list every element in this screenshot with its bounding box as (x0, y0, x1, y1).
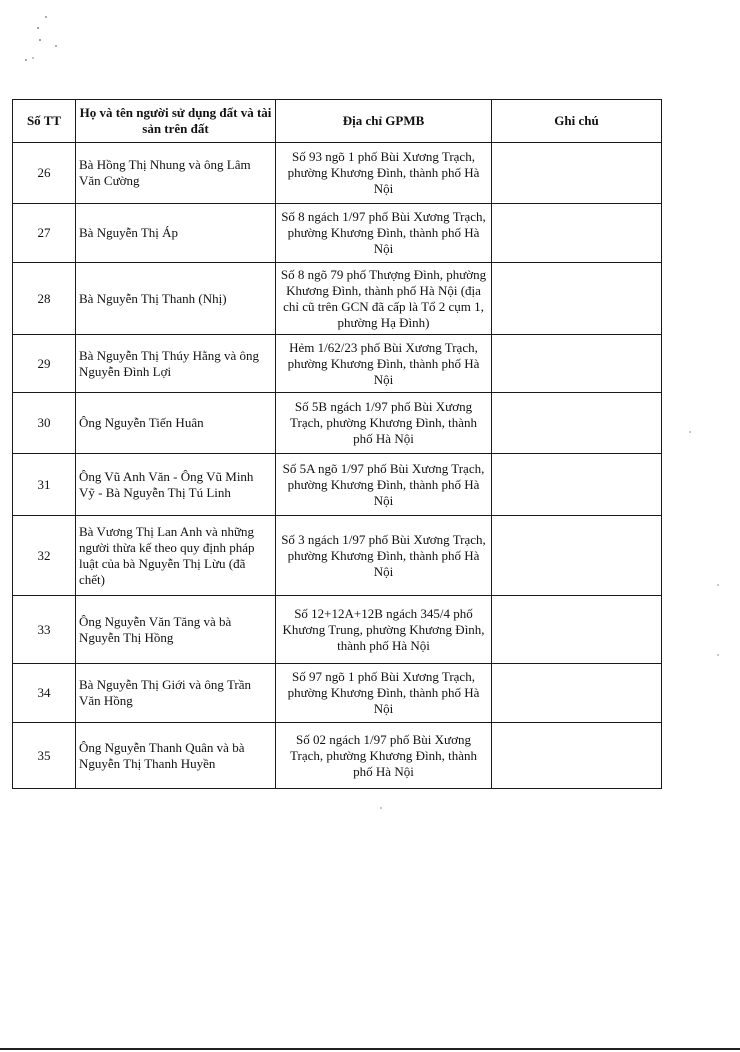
table-row (13, 723, 662, 789)
table-row (13, 393, 662, 454)
table-row (13, 596, 662, 664)
row-note (492, 143, 662, 204)
row-address: Số 5A ngõ 1/97 phố Bùi Xương Trạch, phường Khương Đình, thành phố Hà Nội (276, 454, 492, 516)
row-address: Số 8 ngõ 79 phố Thượng Đình, phường Khương Đình, thành phố Hà Nội (địa chỉ cũ trên GCN đã cấp là Tổ 2 cụm 1, phường Hạ Đình) (276, 263, 492, 335)
row-name: Bà Nguyễn Thị Thanh (Nhị) (76, 263, 276, 335)
row-address: Số 93 ngõ 1 phố Bùi Xương Trạch, phường Khương Đình, thành phố Hà Nội (276, 143, 492, 204)
header-stt: Số TT (13, 100, 76, 143)
row-name: Ông Nguyễn Tiến Huân (76, 393, 276, 454)
row-address: Hẻm 1/62/23 phố Bùi Xương Trạch, phường Khương Đình, thành phố Hà Nội (276, 335, 492, 393)
row-stt: 35 (13, 723, 76, 789)
row-name: Bà Nguyễn Thị Giới và ông Trần Văn Hồng (76, 664, 276, 723)
table-row (13, 454, 662, 516)
row-address: Số 3 ngách 1/97 phố Bùi Xương Trạch, phường Khương Đình, thành phố Hà Nội (276, 516, 492, 596)
table-row (13, 516, 662, 596)
row-note (492, 454, 662, 516)
row-note (492, 263, 662, 335)
row-stt: 32 (13, 516, 76, 596)
row-stt: 28 (13, 263, 76, 335)
header-note: Ghi chú (492, 100, 662, 143)
table-row (13, 664, 662, 723)
row-address: Số 8 ngách 1/97 phố Bùi Xương Trạch, phường Khương Đình, thành phố Hà Nội (276, 204, 492, 263)
row-address: Số 97 ngõ 1 phố Bùi Xương Trạch, phường Khương Đình, thành phố Hà Nội (276, 664, 492, 723)
row-address: Số 02 ngách 1/97 phố Bùi Xương Trạch, phường Khương Đình, thành phố Hà Nội (276, 723, 492, 789)
land-table (12, 99, 662, 789)
row-name: Ông Nguyễn Văn Tăng và bà Nguyễn Thị Hồng (76, 596, 276, 664)
row-name: Bà Nguyễn Thị Áp (76, 204, 276, 263)
row-note (492, 516, 662, 596)
row-address: Số 12+12A+12B ngách 345/4 phố Khương Trung, phường Khương Đình, thành phố Hà Nội (276, 596, 492, 664)
row-stt: 26 (13, 143, 76, 204)
row-address: Số 5B ngách 1/97 phố Bùi Xương Trạch, phường Khương Đình, thành phố Hà Nội (276, 393, 492, 454)
row-note (492, 335, 662, 393)
header-name: Họ và tên người sử dụng đất và tài sản trên đất (76, 100, 276, 143)
row-note (492, 664, 662, 723)
table-row (13, 143, 662, 204)
row-note (492, 204, 662, 263)
row-stt: 33 (13, 596, 76, 664)
row-stt: 31 (13, 454, 76, 516)
row-note (492, 596, 662, 664)
row-note (492, 393, 662, 454)
row-name: Bà Vương Thị Lan Anh và những người thừa kế theo quy định pháp luật của bà Nguyễn Thị Lừu (đã chết) (76, 516, 276, 596)
row-name: Ông Vũ Anh Văn - Ông Vũ Minh Vỹ - Bà Nguyễn Thị Tú Linh (76, 454, 276, 516)
row-note (492, 723, 662, 789)
row-stt: 30 (13, 393, 76, 454)
row-stt: 29 (13, 335, 76, 393)
row-name: Bà Hồng Thị Nhung và ông Lâm Văn Cường (76, 143, 276, 204)
header-address: Địa chỉ GPMB (276, 100, 492, 143)
table-row (13, 204, 662, 263)
row-stt: 27 (13, 204, 76, 263)
table-header-row (13, 100, 662, 143)
table-row (13, 335, 662, 393)
row-name: Ông Nguyễn Thanh Quân và bà Nguyễn Thị Thanh Huyền (76, 723, 276, 789)
row-name: Bà Nguyễn Thị Thúy Hằng và ông Nguyễn Đình Lợi (76, 335, 276, 393)
table-row (13, 263, 662, 335)
row-stt: 34 (13, 664, 76, 723)
